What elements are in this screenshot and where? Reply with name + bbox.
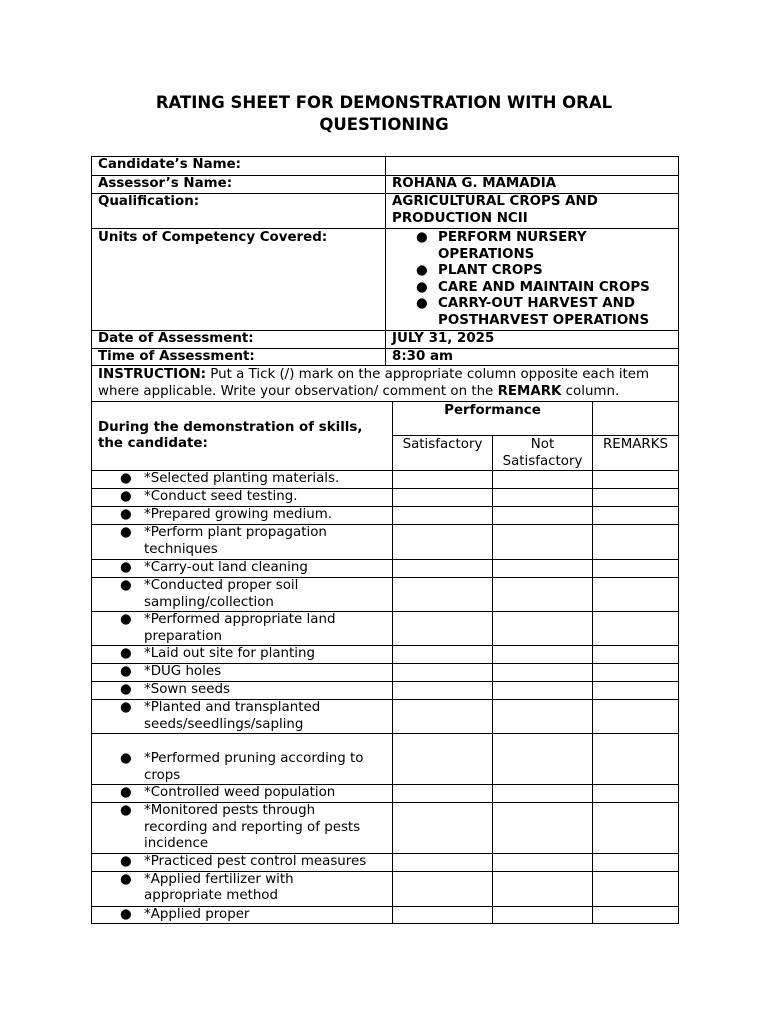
not-satisfactory-header	[493, 436, 593, 471]
bullet-icon: ●	[120, 471, 132, 487]
not-satisfactory-checkbox-cell[interactable]	[493, 906, 593, 924]
skill-text-line: *Planted and transplanted	[144, 699, 321, 715]
title-line-2: QUESTIONING	[319, 115, 449, 134]
skill-item	[120, 664, 386, 681]
skill-text-line: sampling/collection	[144, 594, 274, 610]
unit-item	[416, 280, 672, 297]
qualification-value	[386, 194, 679, 229]
instruction-label: INSTRUCTION:	[98, 367, 207, 383]
skill-text-line: *Controlled weed population	[144, 785, 336, 801]
skill-row	[92, 506, 679, 524]
skill-text-line: *Carry-out land cleaning	[144, 559, 308, 575]
skill-item	[120, 785, 386, 802]
not-satisfactory-checkbox-cell[interactable]	[493, 471, 593, 489]
qualification-label: Qualification:	[92, 194, 386, 229]
candidate-name-field[interactable]	[386, 157, 679, 176]
remarks-header: REMARKS	[593, 436, 679, 471]
bullet-icon: ●	[416, 230, 428, 245]
remarks-input-cell[interactable]	[593, 854, 679, 872]
skill-text-line: *Laid out site for planting	[144, 646, 316, 662]
performance-header: Performance	[393, 402, 593, 436]
not-satisfactory-checkbox-cell[interactable]	[493, 524, 593, 559]
skill-text-line: *Perform plant propagation	[144, 524, 327, 540]
bullet-icon: ●	[120, 750, 132, 766]
skill-item-cell	[92, 577, 393, 611]
skill-text-line: crops	[144, 767, 181, 783]
skill-item	[120, 612, 386, 645]
skill-item-cell	[92, 785, 393, 803]
remarks-input-cell[interactable]	[593, 699, 679, 733]
skill-text-line: *Conducted proper soil	[144, 577, 299, 593]
not-satisfactory-checkbox-cell[interactable]	[493, 681, 593, 699]
skill-item-cell	[92, 506, 393, 524]
skill-row	[92, 612, 679, 646]
skill-row	[92, 803, 679, 854]
satisfactory-checkbox-cell[interactable]	[393, 663, 493, 681]
bullet-icon: ●	[120, 489, 132, 505]
skill-item-cell	[92, 524, 393, 559]
skill-row	[92, 785, 679, 803]
unit-line: POSTHARVEST OPERATIONS	[438, 312, 650, 328]
skill-item-cell	[92, 646, 393, 664]
instruction-text: Put a Tick (/) mark on the appropriate column opposite each item where applicable. Write your observation/ comment on the	[98, 367, 650, 399]
satisfactory-header: Satisfactory	[393, 436, 493, 471]
candidate-label: Candidate’s Name:	[92, 157, 386, 176]
skill-item	[120, 854, 386, 871]
bullet-icon: ●	[120, 524, 132, 540]
remarks-input-cell[interactable]	[593, 681, 679, 699]
remarks-input-cell[interactable]	[593, 612, 679, 646]
skill-item	[120, 525, 386, 558]
skill-item-cell	[92, 906, 393, 924]
skill-item	[120, 578, 386, 611]
candidate-row	[92, 157, 679, 176]
skill-row	[92, 854, 679, 872]
remarks-input-cell[interactable]	[593, 559, 679, 577]
remarks-input-cell[interactable]	[593, 871, 679, 906]
skill-row	[92, 681, 679, 699]
skill-text-line: *Selected planting materials.	[144, 471, 340, 487]
bullet-icon: ●	[120, 506, 132, 522]
bullet-icon: ●	[416, 296, 428, 312]
skill-item	[120, 751, 386, 784]
skill-row	[92, 577, 679, 611]
unit-item	[416, 230, 672, 263]
skill-text-line: *Monitored pests through	[144, 803, 316, 819]
skill-row	[92, 471, 679, 489]
time-value: 8:30 am	[386, 348, 679, 366]
header-row-1	[92, 402, 679, 436]
units-row	[92, 229, 679, 331]
satisfactory-checkbox-cell[interactable]	[393, 559, 493, 577]
not-satisfactory-checkbox-cell[interactable]	[493, 699, 593, 733]
skill-row	[92, 663, 679, 681]
bullet-icon: ●	[416, 279, 428, 295]
skill-item-cell	[92, 471, 393, 489]
not-line-1: Not	[530, 437, 555, 453]
skills-lead-header	[92, 402, 393, 471]
skill-text-line: appropriate method	[144, 888, 278, 904]
remarks-input-cell[interactable]	[593, 506, 679, 524]
title-line-1: RATING SHEET FOR DEMONSTRATION WITH ORAL	[155, 93, 613, 112]
skill-item	[120, 646, 386, 663]
skill-item	[120, 471, 386, 488]
unit-line: PLANT CROPS	[438, 263, 543, 279]
qualification-line-1: AGRICULTURAL CROPS AND	[392, 194, 598, 209]
skill-text-line: *Applied fertilizer with	[144, 871, 294, 887]
bullet-icon: ●	[120, 612, 132, 628]
skill-row	[92, 906, 679, 924]
skill-item-cell	[92, 871, 393, 906]
skill-item-cell	[92, 681, 393, 699]
units-list	[392, 230, 672, 330]
bullet-icon: ●	[120, 559, 132, 575]
remarks-input-cell[interactable]	[593, 906, 679, 924]
skill-text-line: techniques	[144, 541, 218, 557]
satisfactory-checkbox-cell[interactable]	[393, 577, 493, 611]
time-row	[92, 348, 679, 366]
skill-row	[92, 646, 679, 664]
not-satisfactory-checkbox-cell[interactable]	[493, 871, 593, 906]
unit-line: OPERATIONS	[438, 246, 535, 262]
remarks-input-cell[interactable]	[593, 489, 679, 507]
remarks-input-cell[interactable]	[593, 577, 679, 611]
bullet-icon: ●	[120, 699, 132, 715]
skill-item	[120, 507, 386, 524]
bullet-icon: ●	[120, 854, 132, 870]
skill-item	[120, 700, 386, 733]
skill-text-line: incidence	[144, 836, 209, 852]
satisfactory-checkbox-cell[interactable]	[393, 734, 493, 785]
bullet-icon: ●	[120, 577, 132, 593]
skill-item	[120, 872, 386, 905]
skill-text-line: recording and reporting of pests	[144, 819, 361, 835]
skill-item	[120, 560, 386, 577]
unit-line: PERFORM NURSERY	[438, 230, 587, 245]
not-satisfactory-checkbox-cell[interactable]	[493, 803, 593, 854]
skill-row	[92, 734, 679, 785]
units-list-cell	[386, 229, 679, 331]
not-satisfactory-checkbox-cell[interactable]	[493, 734, 593, 785]
not-satisfactory-checkbox-cell[interactable]	[493, 506, 593, 524]
skill-row	[92, 559, 679, 577]
units-label: Units of Competency Covered:	[92, 229, 386, 331]
skill-item-cell	[92, 489, 393, 507]
skill-item-cell	[92, 612, 393, 646]
unit-line: CARRY-OUT HARVEST AND	[438, 296, 635, 312]
instruction-remark-word: REMARK	[497, 383, 562, 399]
remarks-input-cell[interactable]	[593, 524, 679, 559]
rating-sheet-table	[91, 156, 679, 924]
skill-row	[92, 489, 679, 507]
assessor-label: Assessor’s Name:	[92, 176, 386, 194]
date-row	[92, 330, 679, 348]
not-satisfactory-checkbox-cell[interactable]	[493, 646, 593, 664]
skill-row	[92, 699, 679, 733]
not-satisfactory-checkbox-cell[interactable]	[493, 612, 593, 646]
skill-item-cell	[92, 854, 393, 872]
header-blank-cell	[593, 402, 679, 436]
remarks-input-cell[interactable]	[593, 785, 679, 803]
remarks-input-cell[interactable]	[593, 734, 679, 785]
not-satisfactory-checkbox-cell[interactable]	[493, 854, 593, 872]
unit-line: CARE AND MAINTAIN CROPS	[438, 279, 650, 295]
skill-text-line: *Applied proper	[144, 906, 250, 922]
remarks-input-cell[interactable]	[593, 646, 679, 664]
remarks-input-cell[interactable]	[593, 803, 679, 854]
skill-text-line: *Conduct seed testing.	[144, 489, 298, 505]
lead-line-2: the candidate:	[98, 436, 208, 452]
satisfactory-checkbox-cell[interactable]	[393, 854, 493, 872]
skill-text-line: *Prepared growing medium.	[144, 506, 333, 522]
satisfactory-checkbox-cell[interactable]	[393, 612, 493, 646]
skill-item-cell	[92, 559, 393, 577]
bullet-icon: ●	[120, 681, 132, 697]
skill-text-line: *Performed pruning according to	[144, 750, 364, 766]
skill-text-line: preparation	[144, 628, 223, 644]
instruction-row	[92, 366, 679, 402]
satisfactory-checkbox-cell[interactable]	[393, 871, 493, 906]
remarks-input-cell[interactable]	[593, 663, 679, 681]
page-title	[0, 92, 768, 136]
not-satisfactory-checkbox-cell[interactable]	[493, 785, 593, 803]
instruction-text-end: column.	[561, 383, 620, 399]
not-satisfactory-checkbox-cell[interactable]	[493, 489, 593, 507]
skill-item	[120, 682, 386, 699]
skill-item-cell	[92, 699, 393, 733]
assessor-name-value: ROHANA G. MAMADIA	[386, 176, 679, 194]
bullet-icon: ●	[120, 663, 132, 679]
bullet-icon: ●	[120, 871, 132, 887]
date-label: Date of Assessment:	[92, 330, 386, 348]
satisfactory-checkbox-cell[interactable]	[393, 524, 493, 559]
satisfactory-checkbox-cell[interactable]	[393, 681, 493, 699]
unit-item	[416, 296, 672, 329]
qualification-row	[92, 194, 679, 229]
skill-text-line: *Sown seeds	[144, 681, 231, 697]
satisfactory-checkbox-cell[interactable]	[393, 785, 493, 803]
skill-text-line: *Performed appropriate land	[144, 612, 336, 628]
satisfactory-checkbox-cell[interactable]	[393, 506, 493, 524]
skill-row	[92, 871, 679, 906]
skill-item	[120, 907, 386, 924]
skill-item-cell	[92, 663, 393, 681]
remarks-input-cell[interactable]	[593, 471, 679, 489]
bullet-icon: ●	[120, 785, 132, 801]
skill-item	[120, 803, 386, 853]
time-label: Time of Assessment:	[92, 348, 386, 366]
skill-row	[92, 524, 679, 559]
date-value: JULY 31, 2025	[386, 330, 679, 348]
not-satisfactory-checkbox-cell[interactable]	[493, 577, 593, 611]
satisfactory-checkbox-cell[interactable]	[393, 699, 493, 733]
satisfactory-checkbox-cell[interactable]	[393, 803, 493, 854]
skill-text-line: *DUG holes	[144, 663, 222, 679]
not-satisfactory-checkbox-cell[interactable]	[493, 559, 593, 577]
skill-item-cell	[92, 803, 393, 854]
satisfactory-checkbox-cell[interactable]	[393, 906, 493, 924]
satisfactory-checkbox-cell[interactable]	[393, 646, 493, 664]
satisfactory-checkbox-cell[interactable]	[393, 471, 493, 489]
qualification-line-2: PRODUCTION NCII	[392, 210, 528, 226]
not-line-2: Satisfactory	[502, 453, 583, 469]
bullet-icon: ●	[416, 263, 428, 279]
bullet-icon: ●	[120, 906, 132, 922]
unit-item	[416, 263, 672, 280]
lead-line-1: During the demonstration of skills,	[98, 419, 363, 435]
bullet-icon: ●	[120, 646, 132, 662]
skill-item-cell	[92, 734, 393, 785]
skill-text-line: *Practiced pest control measures	[144, 854, 367, 870]
assessor-row	[92, 176, 679, 194]
instruction-cell	[92, 366, 679, 402]
skill-text-line: seeds/seedlings/sapling	[144, 716, 304, 732]
bullet-icon: ●	[120, 803, 132, 819]
not-satisfactory-checkbox-cell[interactable]	[493, 663, 593, 681]
satisfactory-checkbox-cell[interactable]	[393, 489, 493, 507]
skill-item	[120, 489, 386, 506]
